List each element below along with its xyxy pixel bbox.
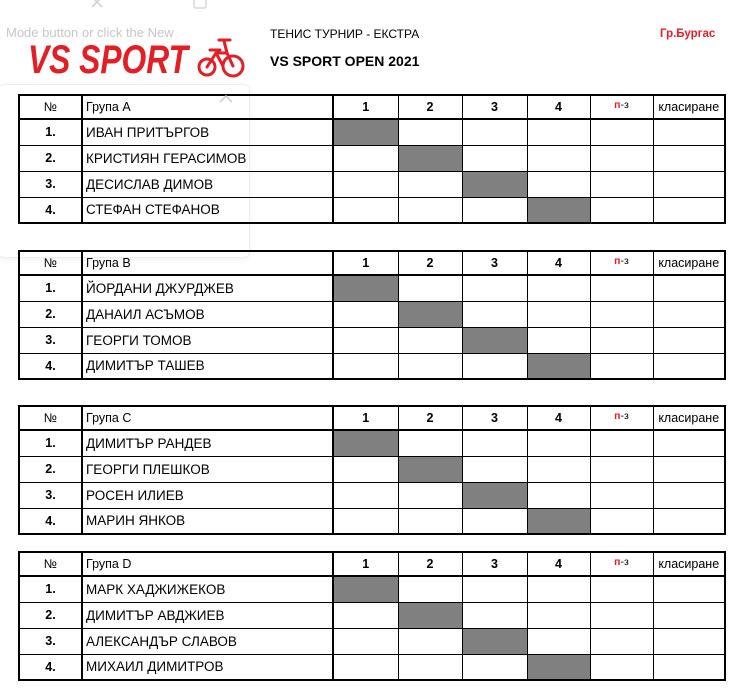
wins-losses-cell	[590, 353, 653, 379]
blocked-self-cell	[333, 275, 398, 301]
player-name: ИВАН ПРИТЪРГОВ	[82, 119, 333, 145]
blocked-self-cell	[462, 628, 527, 654]
ranking-column-header: класиране	[653, 406, 725, 430]
player-number: 2.	[19, 456, 82, 482]
score-cell	[333, 628, 398, 654]
player-row	[19, 171, 725, 197]
blocked-self-cell	[398, 145, 462, 171]
player-name: ДИМИТЪР ТАШЕВ	[82, 353, 333, 379]
blocked-self-cell	[527, 197, 590, 223]
blocked-self-cell	[462, 482, 527, 508]
score-cell	[333, 197, 398, 223]
wins-losses-label-red: п	[614, 410, 621, 422]
wins-losses-cell	[590, 508, 653, 534]
ranking-cell	[653, 576, 725, 602]
score-cell	[462, 353, 527, 379]
opponent-column-header: 2	[398, 251, 462, 275]
score-cell	[527, 602, 590, 628]
wins-losses-cell	[590, 145, 653, 171]
score-cell	[462, 119, 527, 145]
ranking-cell	[653, 275, 725, 301]
player-name: ДЕСИСЛАВ ДИМОВ	[82, 171, 333, 197]
ranking-cell	[653, 602, 725, 628]
score-cell	[527, 628, 590, 654]
ranking-cell	[653, 119, 725, 145]
logo-text: VS SPORT	[28, 38, 191, 82]
player-row	[19, 602, 725, 628]
wins-losses-cell	[590, 456, 653, 482]
opponent-column-header: 1	[333, 251, 398, 275]
score-cell	[398, 353, 462, 379]
score-cell	[333, 602, 398, 628]
score-cell	[527, 171, 590, 197]
player-number: 4.	[19, 654, 82, 680]
score-cell	[462, 430, 527, 456]
wins-losses-column-header	[590, 406, 653, 430]
score-cell	[333, 171, 398, 197]
score-cell	[462, 197, 527, 223]
player-number: 1.	[19, 576, 82, 602]
player-row	[19, 508, 725, 534]
player-row	[19, 628, 725, 654]
player-name: МАРИН ЯНКОВ	[82, 508, 333, 534]
score-cell	[398, 576, 462, 602]
score-cell	[462, 576, 527, 602]
opponent-column-header: 3	[462, 95, 527, 119]
wins-losses-cell	[590, 275, 653, 301]
ranking-cell	[653, 654, 725, 680]
group-header-row	[19, 95, 725, 119]
score-cell	[462, 301, 527, 327]
score-cell	[462, 145, 527, 171]
blocked-self-cell	[527, 654, 590, 680]
player-number: 4.	[19, 197, 82, 223]
number-column-header: №	[19, 95, 82, 119]
group-table	[18, 250, 726, 380]
opponent-column-header: 4	[527, 95, 590, 119]
player-row	[19, 654, 725, 680]
wins-losses-cell	[590, 430, 653, 456]
ranking-cell	[653, 508, 725, 534]
ranking-cell	[653, 456, 725, 482]
player-row	[19, 327, 725, 353]
score-cell	[333, 508, 398, 534]
opponent-column-header: 4	[527, 552, 590, 576]
number-column-header: №	[19, 406, 82, 430]
player-number: 2.	[19, 602, 82, 628]
score-cell	[462, 508, 527, 534]
player-name: РОСЕН ИЛИЕВ	[82, 482, 333, 508]
player-row	[19, 275, 725, 301]
score-cell	[398, 628, 462, 654]
opponent-column-header: 2	[398, 95, 462, 119]
wins-losses-cell	[590, 482, 653, 508]
blocked-self-cell	[398, 602, 462, 628]
ranking-cell	[653, 197, 725, 223]
player-number: 3.	[19, 327, 82, 353]
wins-losses-cell	[590, 301, 653, 327]
player-number: 2.	[19, 301, 82, 327]
blocked-self-cell	[333, 119, 398, 145]
score-cell	[333, 145, 398, 171]
ranking-cell	[653, 353, 725, 379]
blocked-self-cell	[462, 171, 527, 197]
score-cell	[527, 430, 590, 456]
player-number: 3.	[19, 628, 82, 654]
blocked-self-cell	[333, 430, 398, 456]
player-name: АЛЕКСАНДЪР СЛАВОВ	[82, 628, 333, 654]
wins-losses-column-header	[590, 95, 653, 119]
number-column-header: №	[19, 552, 82, 576]
player-name: КРИСТИЯН ГЕРАСИМОВ	[82, 145, 333, 171]
opponent-column-header: 2	[398, 406, 462, 430]
score-cell	[398, 171, 462, 197]
wins-losses-cell	[590, 628, 653, 654]
player-name: МАРК ХАДЖИЖЕКОВ	[82, 576, 333, 602]
opponent-column-header: 2	[398, 552, 462, 576]
score-cell	[462, 654, 527, 680]
player-name: МИХАИЛ ДИМИТРОВ	[82, 654, 333, 680]
score-cell	[527, 456, 590, 482]
player-name: ДАНАИЛ АСЪМОВ	[82, 301, 333, 327]
player-row	[19, 145, 725, 171]
ranking-cell	[653, 628, 725, 654]
player-number: 1.	[19, 275, 82, 301]
score-cell	[527, 482, 590, 508]
ranking-column-header: класиране	[653, 95, 725, 119]
player-name: ГЕОРГИ ТОМОВ	[82, 327, 333, 353]
bicycle-icon	[196, 33, 246, 79]
player-number: 1.	[19, 430, 82, 456]
player-name: ГЕОРГИ ПЛЕШКОВ	[82, 456, 333, 482]
blocked-self-cell	[333, 576, 398, 602]
opponent-column-header: 1	[333, 95, 398, 119]
tournament-subtitle: ТЕНИС ТУРНИР - ЕКСТРА	[270, 27, 420, 41]
group-label: Група А	[82, 95, 333, 119]
player-number: 2.	[19, 145, 82, 171]
wins-losses-cell	[590, 327, 653, 353]
score-cell	[398, 327, 462, 353]
opponent-column-header: 4	[527, 251, 590, 275]
ranking-column-header: класиране	[653, 552, 725, 576]
score-cell	[398, 430, 462, 456]
wins-losses-cell	[590, 602, 653, 628]
opponent-column-header: 3	[462, 406, 527, 430]
blocked-self-cell	[398, 456, 462, 482]
wins-losses-cell	[590, 171, 653, 197]
player-name: ЙОРДАНИ ДЖУРДЖЕВ	[82, 275, 333, 301]
player-number: 1.	[19, 119, 82, 145]
group-table	[18, 405, 726, 535]
ranking-cell	[653, 430, 725, 456]
number-column-header: №	[19, 251, 82, 275]
score-cell	[398, 119, 462, 145]
ranking-cell	[653, 482, 725, 508]
group-table	[18, 94, 726, 224]
score-cell	[527, 576, 590, 602]
score-cell	[527, 119, 590, 145]
blocked-self-cell	[527, 508, 590, 534]
score-cell	[398, 654, 462, 680]
wins-losses-label-rest: -з	[620, 99, 629, 111]
player-name: СТЕФАН СТЕФАНОВ	[82, 197, 333, 223]
player-row	[19, 119, 725, 145]
score-cell	[527, 275, 590, 301]
group-label: Група C	[82, 406, 333, 430]
player-row	[19, 301, 725, 327]
wins-losses-label-rest: -з	[620, 556, 629, 568]
player-row	[19, 482, 725, 508]
score-cell	[333, 482, 398, 508]
opponent-column-header: 3	[462, 251, 527, 275]
wins-losses-column-header	[590, 552, 653, 576]
opponent-column-header: 3	[462, 552, 527, 576]
score-cell	[527, 145, 590, 171]
tournament-title: VS SPORT OPEN 2021	[270, 53, 420, 69]
score-cell	[527, 327, 590, 353]
player-number: 3.	[19, 171, 82, 197]
wins-losses-label-red: п	[614, 99, 621, 111]
score-cell	[462, 602, 527, 628]
score-cell	[398, 508, 462, 534]
wins-losses-cell	[590, 119, 653, 145]
wins-losses-label-rest: -з	[620, 410, 629, 422]
score-cell	[333, 654, 398, 680]
close-icon	[90, 0, 104, 9]
score-cell	[462, 275, 527, 301]
player-row	[19, 353, 725, 379]
wins-losses-cell	[590, 197, 653, 223]
player-row	[19, 430, 725, 456]
ranking-cell	[653, 301, 725, 327]
score-cell	[398, 275, 462, 301]
player-name: ДИМИТЪР АВДЖИЕВ	[82, 602, 333, 628]
wins-losses-label-red: п	[614, 255, 621, 267]
score-cell	[333, 301, 398, 327]
score-cell	[333, 353, 398, 379]
score-cell	[333, 327, 398, 353]
score-cell	[398, 482, 462, 508]
wins-losses-cell	[590, 654, 653, 680]
ranking-column-header: класиране	[653, 251, 725, 275]
ranking-cell	[653, 327, 725, 353]
player-name: ДИМИТЪР РАНДЕВ	[82, 430, 333, 456]
player-number: 3.	[19, 482, 82, 508]
ranking-cell	[653, 145, 725, 171]
blocked-self-cell	[462, 327, 527, 353]
wins-losses-cell	[590, 576, 653, 602]
wins-losses-label-rest: -з	[620, 255, 629, 267]
player-row	[19, 576, 725, 602]
opponent-column-header: 1	[333, 552, 398, 576]
ranking-cell	[653, 171, 725, 197]
city-label: Гр.Бургас	[660, 28, 716, 40]
blocked-self-cell	[398, 301, 462, 327]
score-cell	[462, 456, 527, 482]
opponent-column-header: 1	[333, 406, 398, 430]
score-cell	[398, 197, 462, 223]
player-number: 4.	[19, 508, 82, 534]
score-cell	[333, 456, 398, 482]
player-number: 4.	[19, 353, 82, 379]
square-icon	[192, 0, 208, 10]
group-label: Група B	[82, 251, 333, 275]
player-row	[19, 456, 725, 482]
vs-sport-logo	[26, 33, 196, 81]
overlay-hint-text: Mode button or click the New	[6, 25, 174, 40]
group-header-row	[19, 552, 725, 576]
blocked-self-cell	[527, 353, 590, 379]
score-cell	[527, 301, 590, 327]
opponent-column-header: 4	[527, 406, 590, 430]
player-row	[19, 197, 725, 223]
group-label: Група D	[82, 552, 333, 576]
wins-losses-column-header	[590, 251, 653, 275]
group-table	[18, 551, 726, 681]
wins-losses-label-red: п	[614, 556, 621, 568]
group-header-row	[19, 251, 725, 275]
group-header-row	[19, 406, 725, 430]
